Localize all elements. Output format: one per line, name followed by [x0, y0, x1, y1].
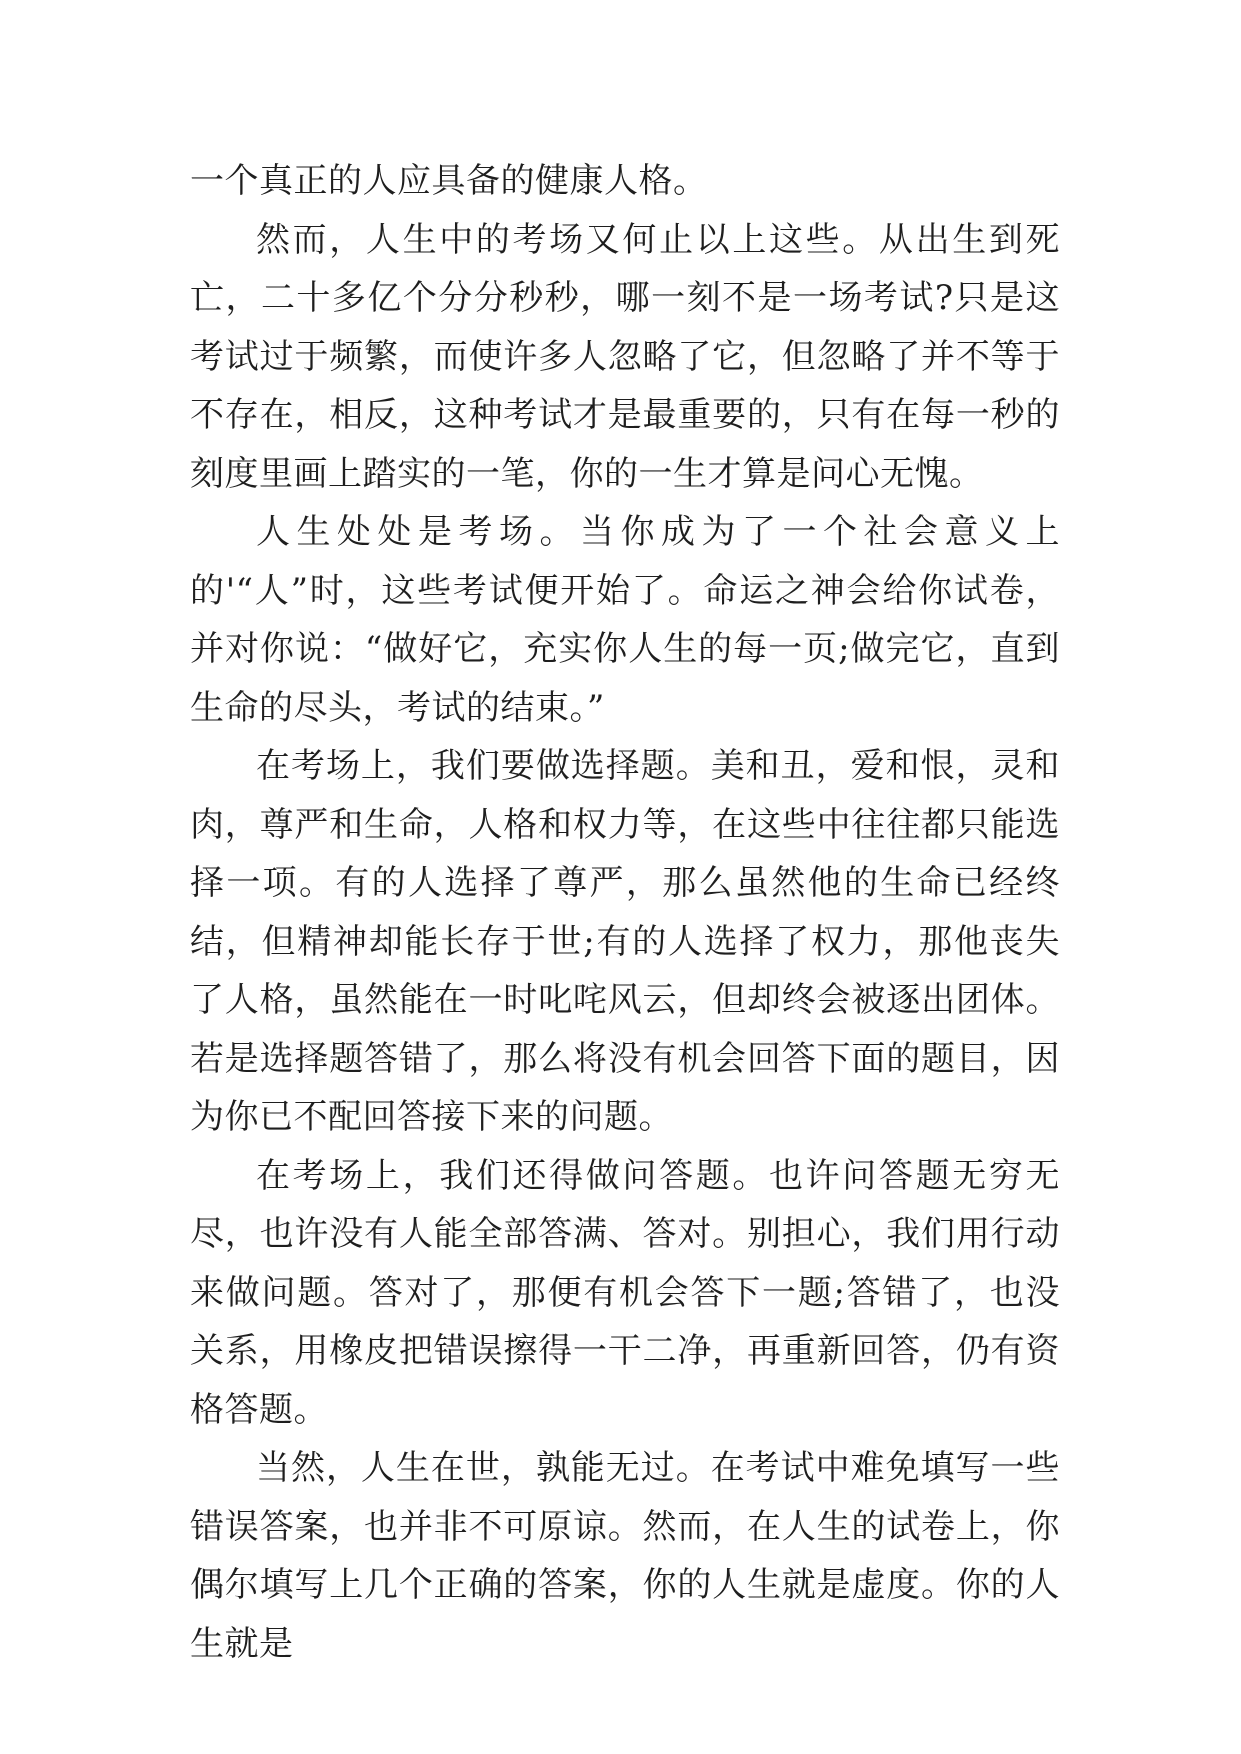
paragraph-3: 人生处处是考场。当你成为了一个社会意义上的'“人”时，这些考试便开始了。命运之神会给你试卷，并对你说：“做好它，充实你人生的每一页;做完它，直到生命的尽头，考试的结束。”	[190, 512, 1060, 728]
paragraph-1: 一个真正的人应具备的健康人格。	[190, 161, 708, 201]
document-body	[190, 152, 1060, 1673]
paragraph-6: 当然，人生在世，孰能无过。在考试中难免填写一些错误答案，也并非不可原谅。然而，在人生的试卷上，你偶尔填写上几个正确的答案，你的人生就是虚度。你的人生就是	[190, 1448, 1060, 1664]
paragraph-2: 然而，人生中的考场又何止以上这些。从出生到死亡，二十多亿个分分秒秒，哪一刻不是一场考试?只是这考试过于频繁，而使许多人忽略了它，但忽略了并不等于不存在，相反，这种考试才是最重要的，只有在每一秒的刻度里画上踏实的一笔，你的一生才算是问心无愧。	[190, 219, 1060, 494]
paragraph-5: 在考场上，我们还得做问答题。也许问答题无穷无尽，也许没有人能全部答满、答对。别担心，我们用行动来做问题。答对了，那便有机会答下一题;答错了，也没关系，用橡皮把错误擦得一干二净，再重新回答，仍有资格答题。	[190, 1155, 1060, 1430]
paragraph-4: 在考场上，我们要做选择题。美和丑，爱和恨，灵和肉，尊严和生命，人格和权力等，在这些中往往都只能选择一项。有的人选择了尊严，那么虽然他的生命已经终结，但精神却能长存于世;有的人选择了权力，那他丧失了人格，虽然能在一时叱咤风云，但却终会被逐出团体。若是选择题答错了，那么将没有机会回答下面的题目，因为你已不配回答接下来的问题。	[190, 746, 1060, 1137]
